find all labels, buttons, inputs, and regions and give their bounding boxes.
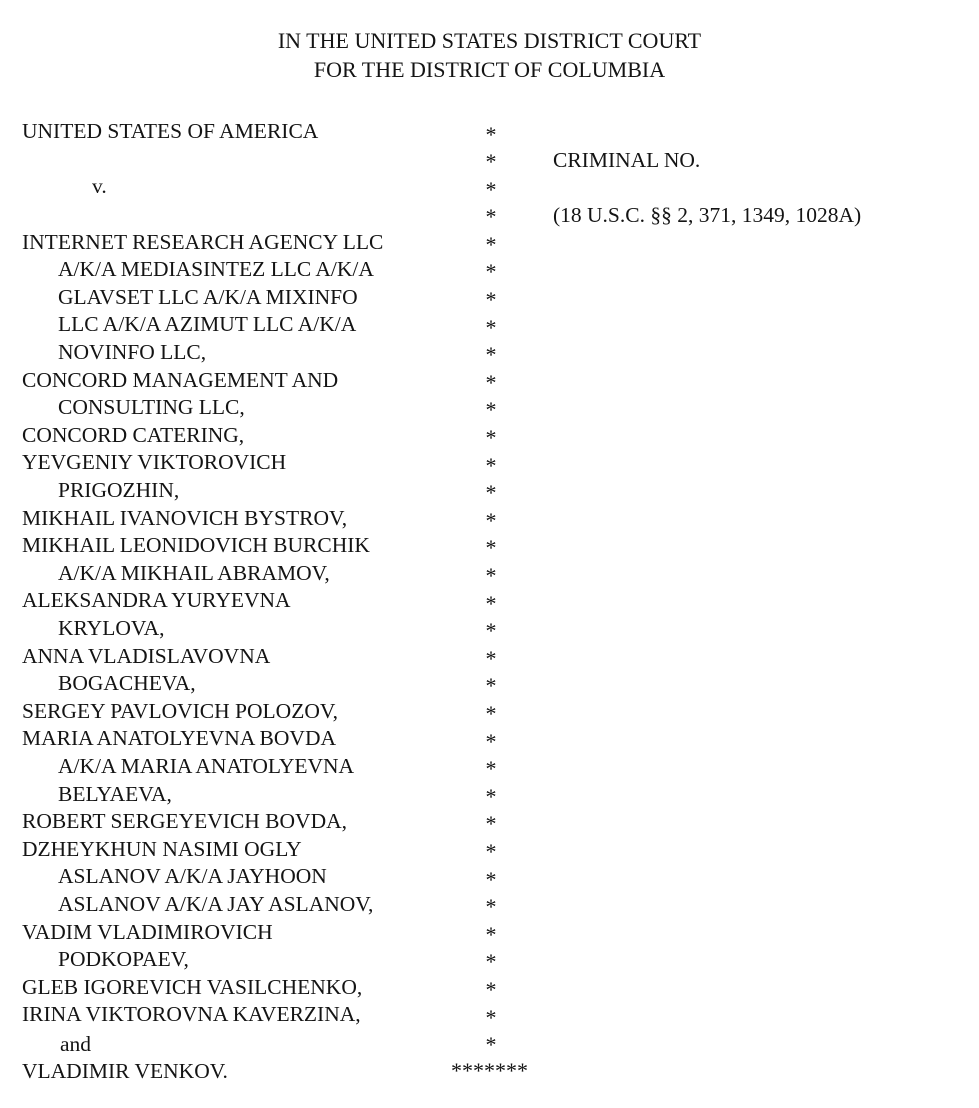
statute-citation: (18 U.S.C. §§ 2, 371, 1349, 1028A) xyxy=(553,203,862,227)
separator-asterisk: * xyxy=(485,1005,497,1030)
defendant-line: YEVGENIY VIKTOROVICH xyxy=(22,450,287,474)
defendant-line: BELYAEVA, xyxy=(58,782,172,806)
separator-asterisk: * xyxy=(485,977,497,1002)
separator-asterisk: * xyxy=(485,1032,497,1057)
defendant-line: ASLANOV A/K/A JAYHOON xyxy=(58,864,327,888)
separator-asterisk: * xyxy=(485,259,497,284)
separator-asterisk: * xyxy=(485,342,497,367)
defendant-line: VLADIMIR VENKOV. xyxy=(22,1059,228,1083)
party-plaintiff: UNITED STATES OF AMERICA xyxy=(22,119,319,143)
separator-asterisk: * xyxy=(485,811,497,836)
defendant-line: BOGACHEVA, xyxy=(58,671,196,695)
versus-label: v. xyxy=(92,174,107,198)
court-header xyxy=(0,26,979,84)
separator-asterisk: * xyxy=(485,287,497,312)
defendant-line: IRINA VIKTOROVNA KAVERZINA, xyxy=(22,1002,361,1026)
separator-asterisk: * xyxy=(485,370,497,395)
defendant-line: A/K/A MARIA ANATOLYEVNA xyxy=(58,754,355,778)
separator-asterisk: * xyxy=(485,894,497,919)
separator-asterisk: * xyxy=(485,508,497,533)
court-district-line: FOR THE DISTRICT OF COLUMBIA xyxy=(313,57,666,82)
defendant-line: INTERNET RESEARCH AGENCY LLC xyxy=(22,230,384,254)
separator-asterisk: * xyxy=(485,756,497,781)
separator-asterisk: * xyxy=(485,425,497,450)
defendant-line: KRYLOVA, xyxy=(58,616,165,640)
defendant-line: SERGEY PAVLOVICH POLOZOV, xyxy=(22,699,338,723)
defendant-line: MIKHAIL LEONIDOVICH BURCHIK xyxy=(22,533,370,557)
defendant-line: LLC A/K/A AZIMUT LLC A/K/A xyxy=(58,312,357,336)
separator-asterisk: * xyxy=(485,646,497,671)
defendant-line: CONCORD MANAGEMENT AND xyxy=(22,368,339,392)
defendant-line: GLAVSET LLC A/K/A MIXINFO xyxy=(58,285,358,309)
defendant-line: NOVINFO LLC, xyxy=(58,340,207,364)
defendant-line: A/K/A MIKHAIL ABRAMOV, xyxy=(58,561,330,585)
separator-asterisk: * xyxy=(485,563,497,588)
closing-asterisk-row: ******* xyxy=(451,1058,528,1083)
defendant-line: DZHEYKHUN NASIMI OGLY xyxy=(22,837,302,861)
separator-asterisk: * xyxy=(485,673,497,698)
defendant-line: GLEB IGOREVICH VASILCHENKO, xyxy=(22,975,363,999)
separator-asterisk: * xyxy=(485,535,497,560)
separator-asterisk: * xyxy=(485,922,497,947)
separator-asterisk: * xyxy=(485,315,497,340)
separator-asterisk: * xyxy=(485,453,497,478)
separator-asterisk: * xyxy=(485,122,497,147)
separator-asterisk: * xyxy=(485,949,497,974)
separator-asterisk: * xyxy=(485,397,497,422)
separator-asterisk: * xyxy=(485,729,497,754)
separator-asterisk: * xyxy=(485,204,497,229)
separator-asterisk: * xyxy=(485,480,497,505)
and-conjunction: and xyxy=(60,1032,92,1056)
separator-asterisk: * xyxy=(485,149,497,174)
separator-asterisk: * xyxy=(485,232,497,257)
defendant-line: A/K/A MEDIASINTEZ LLC A/K/A xyxy=(58,257,374,281)
court-name-line: IN THE UNITED STATES DISTRICT COURT xyxy=(277,28,702,53)
defendant-line: CONSULTING LLC, xyxy=(58,395,245,419)
separator-asterisk: * xyxy=(485,701,497,726)
defendant-line: MARIA ANATOLYEVNA BOVDA xyxy=(22,726,336,750)
defendant-line: ALEKSANDRA YURYEVNA xyxy=(22,588,291,612)
defendant-line: VADIM VLADIMIROVICH xyxy=(22,920,273,944)
separator-asterisk: * xyxy=(485,867,497,892)
defendant-line: ANNA VLADISLAVOVNA xyxy=(22,644,271,668)
defendant-line: MIKHAIL IVANOVICH BYSTROV, xyxy=(22,506,348,530)
defendant-line: PODKOPAEV, xyxy=(58,947,189,971)
separator-asterisk: * xyxy=(485,839,497,864)
defendant-line: CONCORD CATERING, xyxy=(22,423,245,447)
separator-asterisk: * xyxy=(485,177,497,202)
defendant-line: PRIGOZHIN, xyxy=(58,478,180,502)
separator-asterisk: * xyxy=(485,591,497,616)
defendant-line: ASLANOV A/K/A JAY ASLANOV, xyxy=(58,892,374,916)
separator-asterisk: * xyxy=(485,784,497,809)
defendant-line: ROBERT SERGEYEVICH BOVDA, xyxy=(22,809,348,833)
separator-asterisk: * xyxy=(485,618,497,643)
criminal-number-label: CRIMINAL NO. xyxy=(553,148,701,172)
